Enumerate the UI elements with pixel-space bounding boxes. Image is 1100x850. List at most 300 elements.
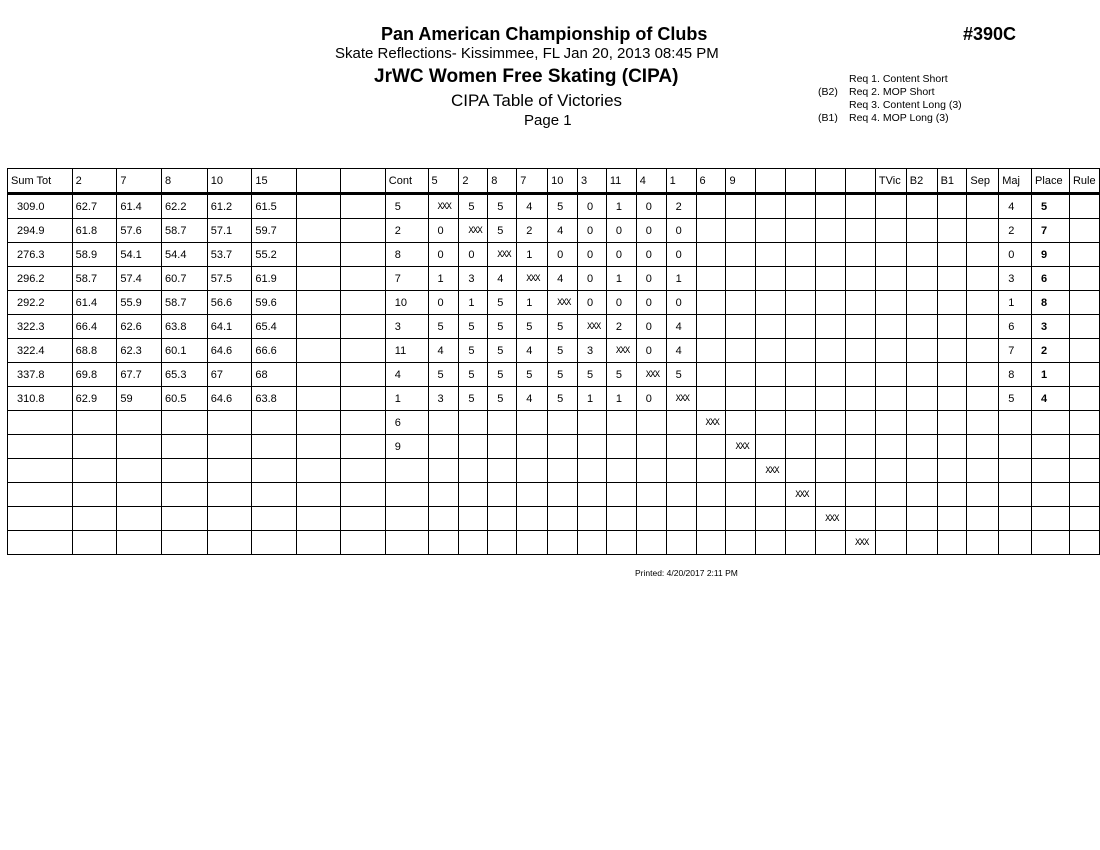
- table-cell: [341, 267, 385, 291]
- table-cell: [756, 267, 786, 291]
- table-cell: [786, 194, 816, 219]
- table-cell: 5: [459, 363, 488, 387]
- table-cell: [162, 531, 208, 555]
- table-cell: [252, 531, 297, 555]
- table-cell: 4: [488, 267, 517, 291]
- table-cell: 5: [1032, 194, 1070, 219]
- table-cell: [967, 363, 999, 387]
- column-header: Rule: [1069, 169, 1099, 194]
- table-cell: [72, 483, 117, 507]
- table-cell: [636, 411, 666, 435]
- table-cell: 68: [252, 363, 297, 387]
- table-cell: [696, 483, 726, 507]
- self-cell-marker: XXX: [696, 411, 726, 435]
- table-cell: 9: [1032, 243, 1070, 267]
- table-cell: 62.9: [72, 387, 117, 411]
- req-text: Req 3. Content Long (3): [849, 99, 962, 111]
- table-cell: [207, 507, 252, 531]
- table-cell: [385, 507, 428, 531]
- req-text: Req 2. MOP Short: [849, 86, 935, 98]
- column-header: Cont: [385, 169, 428, 194]
- table-cell: 4: [666, 339, 696, 363]
- table-cell: [1069, 339, 1099, 363]
- req-prefix: (B1): [818, 112, 838, 124]
- table-cell: [875, 267, 906, 291]
- table-cell: [577, 507, 606, 531]
- table-cell: [606, 507, 636, 531]
- table-cell: 1: [606, 387, 636, 411]
- table-cell: [875, 291, 906, 315]
- table-cell: 1: [999, 291, 1032, 315]
- table-cell: 4: [999, 194, 1032, 219]
- table-cell: [1032, 531, 1070, 555]
- table-cell: [297, 315, 341, 339]
- table-cell: 0: [636, 291, 666, 315]
- table-cell: [577, 483, 606, 507]
- page-number: Page 1: [524, 112, 572, 129]
- table-cell: [297, 507, 341, 531]
- table-cell: [548, 483, 578, 507]
- table-cell: [117, 459, 162, 483]
- table-cell: [906, 459, 937, 483]
- table-cell: [786, 243, 816, 267]
- table-cell: [816, 243, 846, 267]
- table-cell: [459, 507, 488, 531]
- table-cell: 5: [517, 363, 548, 387]
- table-cell: [726, 194, 756, 219]
- table-cell: [297, 387, 341, 411]
- table-cell: [636, 459, 666, 483]
- table-cell: [906, 291, 937, 315]
- table-cell: 5: [428, 363, 459, 387]
- table-cell: [459, 483, 488, 507]
- table-cell: 0: [606, 291, 636, 315]
- table-cell: 57.6: [117, 219, 162, 243]
- table-cell: [606, 435, 636, 459]
- table-cell: [459, 435, 488, 459]
- table-cell: 57.4: [117, 267, 162, 291]
- self-cell-marker: XXX: [846, 531, 876, 555]
- table-cell: 58.9: [72, 243, 117, 267]
- table-cell: [207, 531, 252, 555]
- table-cell: [488, 411, 517, 435]
- table-cell: [297, 363, 341, 387]
- table-cell: [906, 267, 937, 291]
- table-cell: 59.6: [252, 291, 297, 315]
- venue-date: Skate Reflections- Kissimmee, FL Jan 20, 2013 08:45 PM: [335, 45, 719, 62]
- column-header: [297, 169, 341, 194]
- table-cell: [8, 531, 73, 555]
- table-cell: 7: [385, 267, 428, 291]
- table-cell: [207, 483, 252, 507]
- table-cell: 4: [666, 315, 696, 339]
- table-cell: 55.2: [252, 243, 297, 267]
- column-header: Sep: [967, 169, 999, 194]
- table-cell: 322.3: [8, 315, 73, 339]
- column-header: 7: [517, 169, 548, 194]
- table-cell: [428, 435, 459, 459]
- table-cell: [341, 291, 385, 315]
- table-cell: 62.2: [162, 194, 208, 219]
- table-cell: [341, 243, 385, 267]
- table-cell: 6: [385, 411, 428, 435]
- table-cell: 59.7: [252, 219, 297, 243]
- table-cell: 63.8: [252, 387, 297, 411]
- table-cell: 0: [428, 243, 459, 267]
- table-cell: 0: [577, 267, 606, 291]
- table-cell: [786, 363, 816, 387]
- table-cell: [875, 219, 906, 243]
- table-cell: [8, 507, 73, 531]
- self-cell-marker: XXX: [726, 435, 756, 459]
- table-cell: [1032, 435, 1070, 459]
- table-cell: 63.8: [162, 315, 208, 339]
- table-cell: [341, 194, 385, 219]
- table-cell: [756, 194, 786, 219]
- table-cell: 4: [517, 194, 548, 219]
- table-cell: 5: [459, 387, 488, 411]
- table-cell: [72, 435, 117, 459]
- table-cell: 0: [636, 194, 666, 219]
- table-cell: 55.9: [117, 291, 162, 315]
- self-cell-marker: XXX: [577, 315, 606, 339]
- table-cell: [548, 531, 578, 555]
- table-cell: [341, 483, 385, 507]
- table-cell: [906, 339, 937, 363]
- table-cell: 1: [606, 194, 636, 219]
- event-title: JrWC Women Free Skating (CIPA): [374, 66, 679, 87]
- table-cell: [786, 219, 816, 243]
- table-cell: [252, 411, 297, 435]
- table-cell: [786, 411, 816, 435]
- table-cell: 9: [385, 435, 428, 459]
- column-header: 3: [577, 169, 606, 194]
- table-cell: [428, 459, 459, 483]
- table-cell: 2: [999, 219, 1032, 243]
- table-cell: [666, 459, 696, 483]
- table-cell: 3: [577, 339, 606, 363]
- table-row: [8, 291, 1100, 315]
- table-cell: [726, 531, 756, 555]
- table-cell: 0: [636, 219, 666, 243]
- table-cell: 3: [1032, 315, 1070, 339]
- table-cell: 62.3: [117, 339, 162, 363]
- table-cell: 0: [636, 339, 666, 363]
- table-cell: [696, 339, 726, 363]
- table-cell: 7: [1032, 219, 1070, 243]
- table-cell: [696, 291, 726, 315]
- table-cell: 2: [666, 194, 696, 219]
- table-row: [8, 507, 1100, 531]
- table-cell: [726, 507, 756, 531]
- table-cell: 61.4: [117, 194, 162, 219]
- table-row: [8, 219, 1100, 243]
- table-cell: 11: [385, 339, 428, 363]
- column-header: 2: [72, 169, 117, 194]
- table-cell: [967, 194, 999, 219]
- event-number: #390C: [963, 24, 1017, 44]
- table-of-victories: [7, 168, 1100, 555]
- table-cell: 5: [488, 339, 517, 363]
- table-cell: [1069, 291, 1099, 315]
- table-cell: [816, 194, 846, 219]
- table-cell: 58.7: [162, 291, 208, 315]
- table-cell: [297, 435, 341, 459]
- table-cell: 309.0: [8, 194, 73, 219]
- table-row: [8, 435, 1100, 459]
- table-row: [8, 194, 1100, 219]
- table-cell: 0: [606, 243, 636, 267]
- table-cell: [937, 387, 967, 411]
- table-cell: [252, 435, 297, 459]
- table-cell: [548, 435, 578, 459]
- table-cell: 61.2: [207, 194, 252, 219]
- table-cell: [906, 531, 937, 555]
- table-cell: 67.7: [117, 363, 162, 387]
- table-cell: [967, 267, 999, 291]
- req-prefix: (B2): [818, 86, 838, 98]
- table-cell: [875, 483, 906, 507]
- table-cell: [428, 531, 459, 555]
- table-cell: [297, 219, 341, 243]
- table-cell: 5: [459, 315, 488, 339]
- table-cell: 5: [488, 291, 517, 315]
- requirement: [818, 112, 962, 125]
- table-cell: [937, 531, 967, 555]
- table-cell: [696, 459, 726, 483]
- table-cell: 4: [517, 387, 548, 411]
- table-cell: [875, 194, 906, 219]
- table-cell: [756, 435, 786, 459]
- table-cell: [726, 339, 756, 363]
- requirements-list: [818, 73, 962, 125]
- table-cell: [967, 387, 999, 411]
- table-cell: [846, 194, 876, 219]
- table-cell: [297, 459, 341, 483]
- table-cell: [207, 459, 252, 483]
- column-header: [341, 169, 385, 194]
- table-cell: [726, 315, 756, 339]
- table-cell: [816, 315, 846, 339]
- column-header: 2: [459, 169, 488, 194]
- table-cell: 5: [548, 339, 578, 363]
- table-cell: [8, 459, 73, 483]
- table-cell: [846, 219, 876, 243]
- table-cell: 5: [999, 387, 1032, 411]
- table-cell: [1069, 219, 1099, 243]
- self-cell-marker: XXX: [548, 291, 578, 315]
- table-cell: [428, 483, 459, 507]
- table-cell: [906, 483, 937, 507]
- table-cell: [846, 267, 876, 291]
- table-cell: [1069, 387, 1099, 411]
- table-cell: 3: [999, 267, 1032, 291]
- table-cell: [162, 411, 208, 435]
- table-cell: [999, 459, 1032, 483]
- table-row: [8, 339, 1100, 363]
- table-cell: 62.6: [117, 315, 162, 339]
- column-header: B2: [906, 169, 937, 194]
- table-cell: [341, 363, 385, 387]
- table-cell: 57.5: [207, 267, 252, 291]
- table-cell: [1032, 411, 1070, 435]
- table-cell: [967, 339, 999, 363]
- table-cell: [297, 411, 341, 435]
- table-cell: [666, 411, 696, 435]
- table-cell: 0: [666, 291, 696, 315]
- table-cell: [875, 339, 906, 363]
- table-cell: [967, 219, 999, 243]
- table-cell: 8: [385, 243, 428, 267]
- table-row: [8, 483, 1100, 507]
- table-cell: [1069, 531, 1099, 555]
- table-cell: [786, 339, 816, 363]
- self-cell-marker: XXX: [666, 387, 696, 411]
- column-header: [786, 169, 816, 194]
- table-cell: 62.7: [72, 194, 117, 219]
- self-cell-marker: XXX: [428, 194, 459, 219]
- table-cell: 56.6: [207, 291, 252, 315]
- req-text: Req 1. Content Short: [849, 73, 948, 85]
- table-cell: 65.4: [252, 315, 297, 339]
- table-cell: 3: [428, 387, 459, 411]
- table-cell: [162, 483, 208, 507]
- table-cell: [786, 387, 816, 411]
- table-cell: [875, 363, 906, 387]
- column-header: 4: [636, 169, 666, 194]
- table-cell: [875, 387, 906, 411]
- table-cell: [117, 531, 162, 555]
- req-text: Req 4. MOP Long (3): [849, 112, 949, 124]
- table-cell: [459, 459, 488, 483]
- table-cell: [341, 339, 385, 363]
- column-header: TVic: [875, 169, 906, 194]
- table-cell: [846, 291, 876, 315]
- table-cell: [8, 411, 73, 435]
- table-cell: [846, 363, 876, 387]
- table-cell: [517, 531, 548, 555]
- table-cell: [1069, 507, 1099, 531]
- table-cell: 64.6: [207, 387, 252, 411]
- table-row: [8, 531, 1100, 555]
- table-cell: [756, 387, 786, 411]
- column-header: B1: [937, 169, 967, 194]
- table-cell: 0: [577, 219, 606, 243]
- table-cell: [297, 531, 341, 555]
- table-cell: [696, 315, 726, 339]
- table-cell: [726, 483, 756, 507]
- table-cell: [117, 435, 162, 459]
- table-cell: 1: [385, 387, 428, 411]
- table-cell: 0: [666, 219, 696, 243]
- table-cell: 8: [1032, 291, 1070, 315]
- column-header: 10: [207, 169, 252, 194]
- table-cell: [207, 411, 252, 435]
- table-cell: [816, 435, 846, 459]
- table-cell: [846, 387, 876, 411]
- table-cell: [816, 411, 846, 435]
- table-cell: 66.4: [72, 315, 117, 339]
- table-cell: 5: [548, 363, 578, 387]
- table-cell: [967, 411, 999, 435]
- table-cell: [875, 531, 906, 555]
- table-cell: [967, 435, 999, 459]
- table-cell: [816, 267, 846, 291]
- table-cell: 3: [385, 315, 428, 339]
- table-cell: [385, 483, 428, 507]
- table-cell: [967, 507, 999, 531]
- table-cell: 57.1: [207, 219, 252, 243]
- table-cell: 5: [488, 194, 517, 219]
- table-cell: 6: [999, 315, 1032, 339]
- table-cell: [875, 435, 906, 459]
- table-cell: [636, 531, 666, 555]
- table-cell: [117, 507, 162, 531]
- table-cell: [162, 435, 208, 459]
- column-header: 6: [696, 169, 726, 194]
- table-cell: [341, 507, 385, 531]
- table-cell: [937, 507, 967, 531]
- table-cell: 5: [666, 363, 696, 387]
- table-cell: [696, 363, 726, 387]
- table-cell: [937, 291, 967, 315]
- table-cell: 61.9: [252, 267, 297, 291]
- table-cell: [636, 507, 666, 531]
- table-cell: [846, 435, 876, 459]
- table-cell: [385, 531, 428, 555]
- table-cell: [696, 267, 726, 291]
- table-cell: [999, 483, 1032, 507]
- table-cell: [816, 339, 846, 363]
- table-cell: [517, 411, 548, 435]
- table-cell: 310.8: [8, 387, 73, 411]
- table-cell: 5: [548, 387, 578, 411]
- table-cell: 5: [488, 315, 517, 339]
- table-cell: [666, 435, 696, 459]
- table-cell: [606, 411, 636, 435]
- table-cell: [1032, 483, 1070, 507]
- table-cell: 2: [606, 315, 636, 339]
- table-cell: [786, 531, 816, 555]
- table-cell: 60.5: [162, 387, 208, 411]
- table-cell: [937, 219, 967, 243]
- table-cell: [726, 267, 756, 291]
- table-cell: [937, 267, 967, 291]
- table-cell: [341, 531, 385, 555]
- table-cell: 64.1: [207, 315, 252, 339]
- table-cell: 59: [117, 387, 162, 411]
- table-cell: [756, 243, 786, 267]
- self-cell-marker: XXX: [517, 267, 548, 291]
- table-cell: [488, 531, 517, 555]
- table-cell: [72, 507, 117, 531]
- table-cell: 60.1: [162, 339, 208, 363]
- table-cell: [1069, 243, 1099, 267]
- table-cell: [726, 363, 756, 387]
- table-cell: 1: [459, 291, 488, 315]
- report-subtitle: CIPA Table of Victories: [451, 91, 623, 110]
- table-cell: [937, 459, 967, 483]
- table-cell: [906, 194, 937, 219]
- table-cell: [459, 531, 488, 555]
- table-cell: 5: [459, 339, 488, 363]
- table-cell: 322.4: [8, 339, 73, 363]
- table-cell: 5: [577, 363, 606, 387]
- table-cell: 1: [666, 267, 696, 291]
- table-cell: [756, 291, 786, 315]
- table-cell: [548, 507, 578, 531]
- table-cell: 337.8: [8, 363, 73, 387]
